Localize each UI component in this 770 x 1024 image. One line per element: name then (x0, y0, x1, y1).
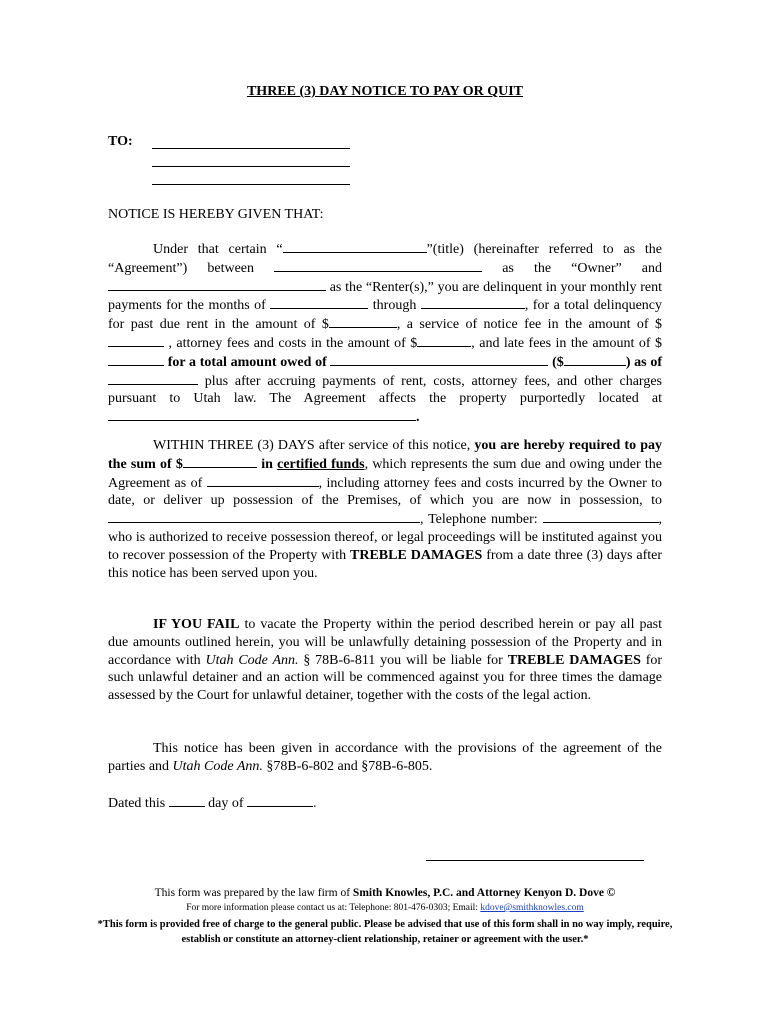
sum-blank[interactable] (183, 455, 257, 468)
text: as the “Renter(s),” you are delinquent in your monthly rent payments for the months of (108, 279, 662, 314)
text: from a date three (3) days after this notice has been served upon you. (108, 547, 663, 581)
notice-fee-blank[interactable] (108, 334, 164, 347)
months-from-blank[interactable] (270, 296, 368, 309)
text: This notice has been given in accordance with the provisions of the agreement of the parties and (108, 741, 662, 774)
text: Dated this (108, 796, 166, 811)
text: , for a total delinquency for past due rent in the amount of $ (108, 298, 663, 333)
paragraph-agreement (108, 240, 662, 427)
to-label: TO: (108, 134, 133, 149)
text: ($ (552, 354, 564, 370)
text: , a service of notice fee in the amount of $ (396, 317, 662, 333)
footer-disclaimer: *This form is provided free of charge to the general public. Please be advised that use of this form shall in no way imply, require, establish or constitute an attorney-client relationship, retainer or agreement with the user.* (97, 919, 673, 945)
text: Utah Code Ann. (205, 652, 299, 668)
as-of-date-blank[interactable] (108, 372, 198, 385)
recipient-line-2[interactable] (152, 166, 350, 167)
text: For more information please contact us at: Telephone: 801-476-0303; Email: (186, 903, 478, 913)
possession-recipient-blank[interactable] (108, 510, 420, 523)
dated-line (108, 794, 662, 813)
text: plus after accruing payments of rent, costs, attorney fees, and other charges pursuant to Utah law. The Agreement affects the property purportedly located at (108, 373, 662, 407)
text: . (416, 410, 420, 426)
attorney-fees-blank[interactable] (417, 334, 471, 347)
text: WITHIN THREE (3) DAYS after service of this notice, (153, 438, 471, 453)
footer-contact (90, 903, 680, 913)
text: ”(title) (hereinafter referred to as the “Agreement”) between (108, 242, 662, 276)
text: § 78B-6-811 you will be liable for (303, 652, 503, 668)
recipient-line-3[interactable] (152, 184, 350, 185)
past-due-rent-blank[interactable] (329, 315, 397, 328)
certified-funds-text: certified funds (277, 456, 365, 472)
amount-blank[interactable] (564, 353, 626, 366)
page-title: THREE (3) DAY NOTICE TO PAY OR QUIT (246, 84, 524, 99)
month-blank[interactable] (247, 794, 313, 807)
text: in (261, 456, 273, 472)
text: Smith Knowles, P.C. and Attorney Kenyon D. Dove © (352, 887, 616, 899)
text: as the “Owner” and (502, 260, 662, 276)
text: , and late fees in the amount of $ (471, 335, 662, 351)
text: day of (208, 796, 244, 811)
months-to-blank[interactable] (421, 296, 525, 309)
total-owed-blank[interactable] (330, 353, 548, 366)
telephone-blank[interactable] (543, 510, 659, 523)
title-blank[interactable] (283, 240, 427, 253)
text: , Telephone number: (420, 512, 538, 528)
text: §78B-6-802 and §78B-6-805. (266, 758, 433, 774)
text: IF YOU FAIL (153, 617, 240, 632)
late-fees-blank[interactable] (108, 353, 164, 366)
text: , which represents the sum due and owing under the Agreement as of (108, 456, 663, 491)
text: through (372, 298, 417, 314)
text: TREBLE DAMAGES (350, 547, 483, 563)
paragraph-notice-given (108, 740, 662, 776)
email-link[interactable]: kdove@smithknowles.com (480, 903, 584, 913)
text: , including attorney fees and costs incurred by the Owner to date, or deliver up possession of the Premises, of which you are now in possession, to (108, 475, 662, 509)
paragraph-within-three-days (108, 437, 662, 582)
text: you are hereby required to pay the sum of $ (108, 438, 663, 472)
text: to vacate the Property within the period described herein or pay all past due amounts outlined herein, you will be unlawfully detaining possession of the Property and in accordance with (108, 617, 662, 668)
owing-date-blank[interactable] (207, 474, 319, 487)
text: Under that certain “ (153, 242, 283, 257)
text: . (313, 796, 317, 811)
day-blank[interactable] (169, 794, 205, 807)
signature-line[interactable] (426, 860, 644, 861)
text: , attorney fees and costs in the amount of $ (168, 335, 418, 351)
text: ) as of (625, 354, 662, 370)
text: for a total amount owed of (167, 354, 327, 370)
owner-blank[interactable] (274, 259, 482, 272)
renter-blank[interactable] (108, 278, 326, 291)
recipient-line-1[interactable] (152, 148, 350, 149)
text: , who is authorized to receive possession thereof, or legal proceedings will be instituted against you to recover possession of the Property with (108, 512, 662, 563)
footer-prepared-by (90, 887, 680, 899)
text: TREBLE DAMAGES (507, 652, 641, 668)
paragraph-if-you-fail (108, 616, 662, 705)
text: Utah Code Ann. (172, 758, 263, 774)
text: This form was prepared by the law firm of (154, 887, 351, 899)
notice-heading: NOTICE IS HEREBY GIVEN THAT: (108, 207, 324, 222)
text: for such unlawful detainer and an action will be commenced against you for three times the damage assessed by the Court for unlawful detainer, together with the costs of the legal action. (108, 652, 663, 704)
property-address-blank[interactable] (108, 408, 416, 421)
